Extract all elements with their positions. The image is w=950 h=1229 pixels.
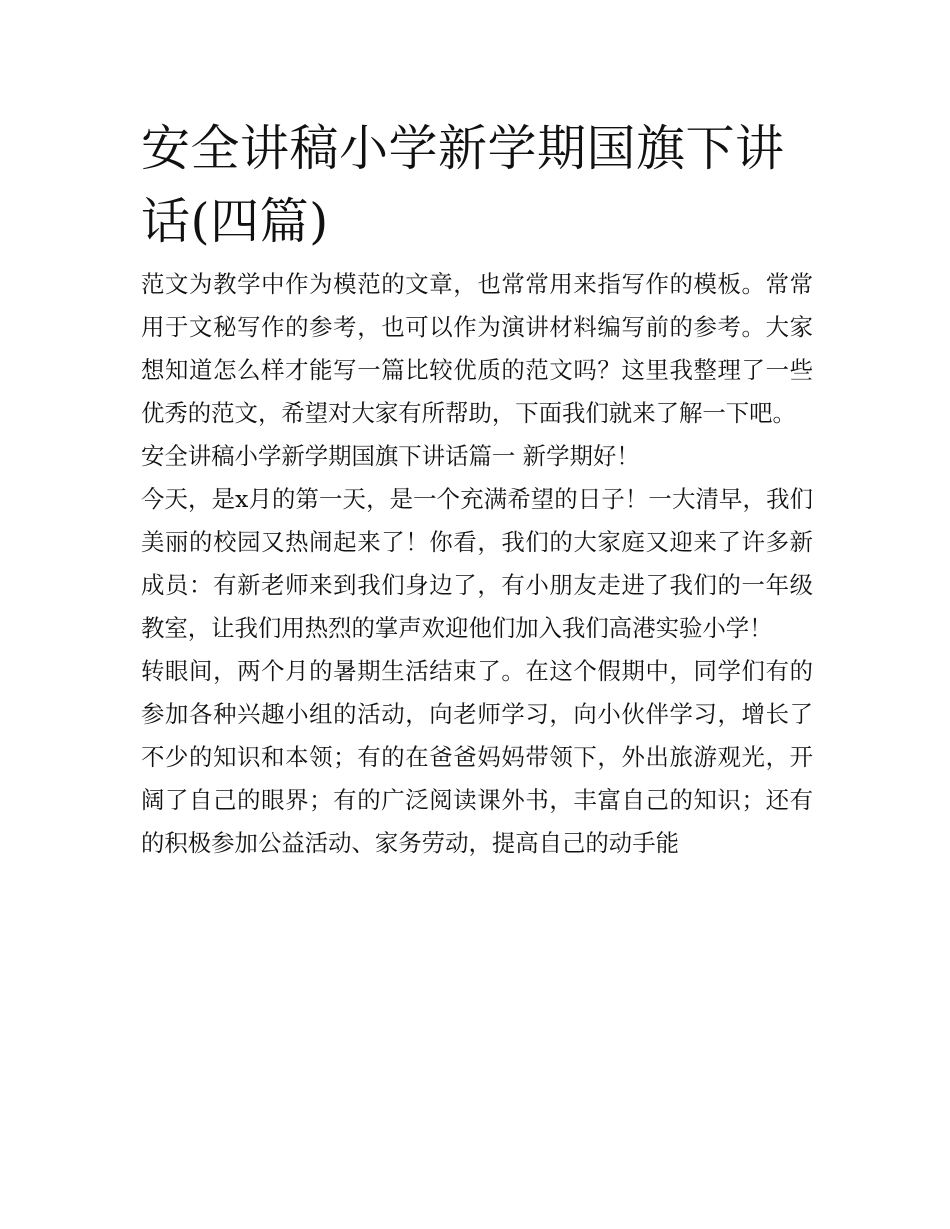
document-body (141, 263, 813, 865)
body-paragraph: 转眼间，两个月的暑期生活结束了。在这个假期中，同学们有的参加各种兴趣小组的活动，向老师学习，向小伙伴学习，增长了不少的知识和本领；有的在爸爸妈妈带领下，外出旅游观光，开阔了自己的眼界；有的广泛阅读课外书，丰富自己的知识；还有的积极参加公益活动、家务劳动，提高自己的动手能 (141, 657, 813, 857)
document-content (141, 112, 813, 865)
section-heading-line: 安全讲稿小学新学期国旗下讲话篇一 新学期好！ (141, 442, 640, 470)
body-paragraph: 今天，是x月的第一天，是一个充满希望的日子！一大清早，我们美丽的校园又热闹起来了！你看，我们的大家庭又迎来了许多新成员：有新老师来到我们身边了，有小朋友走进了我们的一年级教室，让我们用热烈的掌声欢迎他们加入我们高港实验小学！ (141, 485, 813, 642)
document-title: 安全讲稿小学新学期国旗下讲话(四篇) (141, 120, 785, 250)
intro-paragraph: 范文为教学中作为模范的文章，也常常用来指写作的模板。常常用于文秘写作的参考，也可以作为演讲材料编写前的参考。大家想知道怎么样才能写一篇比较优质的范文吗？这里我整理了一些优秀的范文，希望对大家有所帮助，下面我们就来了解一下吧。 (141, 270, 813, 427)
